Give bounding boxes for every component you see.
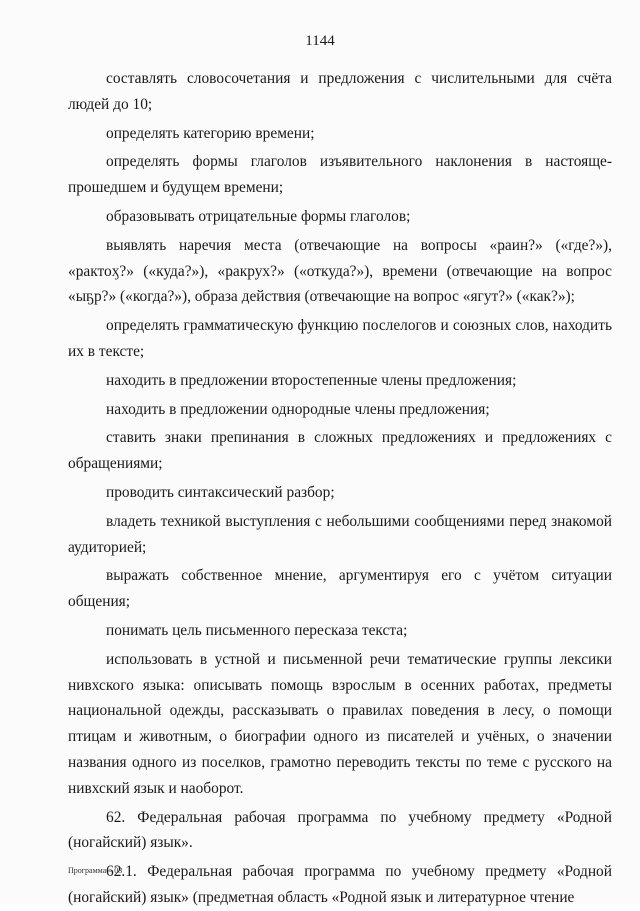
paragraph: использовать в устной и письменной речи тематические группы лексики нивхского языка: описывать помощь взрослым в осенних работах, предметы национальной одежды, рассказывать о правилах поведения в лесу, о помощи птицам и животным, о биографии одного из писателей и учёных, о значении названия одного из поселков, грамотно переводить тексты по теме с русского на нивхский язык и наоборот. [68,650,612,797]
paragraph: определять формы глаголов изъявительного наклонения в настояще-прошедшем и будущем времени; [68,153,612,197]
paragraph: выражать собственное мнение, аргументируя его с учётом ситуации общения; [68,567,612,611]
paragraph: образовывать отрицательные формы глаголов; [106,207,411,225]
paragraph: владеть техникой выступления с небольшими сообщениями перед знакомой аудиторией; [68,512,612,556]
paragraph: выявлять наречия места (отвечающие на вопросы «ҏаин?» («где?»), «ҏактоӽ?» («куда?»), «ҏакрух?» («откуда?»), времени (отвечающие на вопрос «ыҕр?» («когда?»), образа действия (отвечающие на вопрос «ягут?» («как?»); [68,236,612,306]
document-body [68,66,612,911]
page-footer: Программа – 03 [68,866,123,875]
paragraph: составлять словосочетания и предложения с числительными для счёта людей до 10; [68,70,612,113]
section-heading-62-1: 62.1. Федеральная рабочая программа по учебному предмету «Родной (ногайский) язык» (предметная область «Родной язык и литературное чтение [68,863,612,906]
page-number: 1144 [305,33,335,49]
paragraph: ставить знаки препинания в сложных предложениях и предложениях с обращениями; [68,429,612,473]
paragraph: определять категорию времени; [106,124,315,142]
section-heading-62: 62. Федеральная рабочая программа по учебному предмету «Родной (ногайский) язык». [68,808,612,852]
paragraph: проводить синтаксический разбор; [106,483,335,501]
paragraph: понимать цель письменного пересказа текста; [106,621,408,639]
paragraph: определять грамматическую функцию послелогов и союзных слов, находить их в тексте; [68,317,612,360]
paragraph: находить в предложении однородные члены предложения; [106,400,490,418]
paragraph: находить в предложении второстепенные члены предложения; [106,371,517,389]
